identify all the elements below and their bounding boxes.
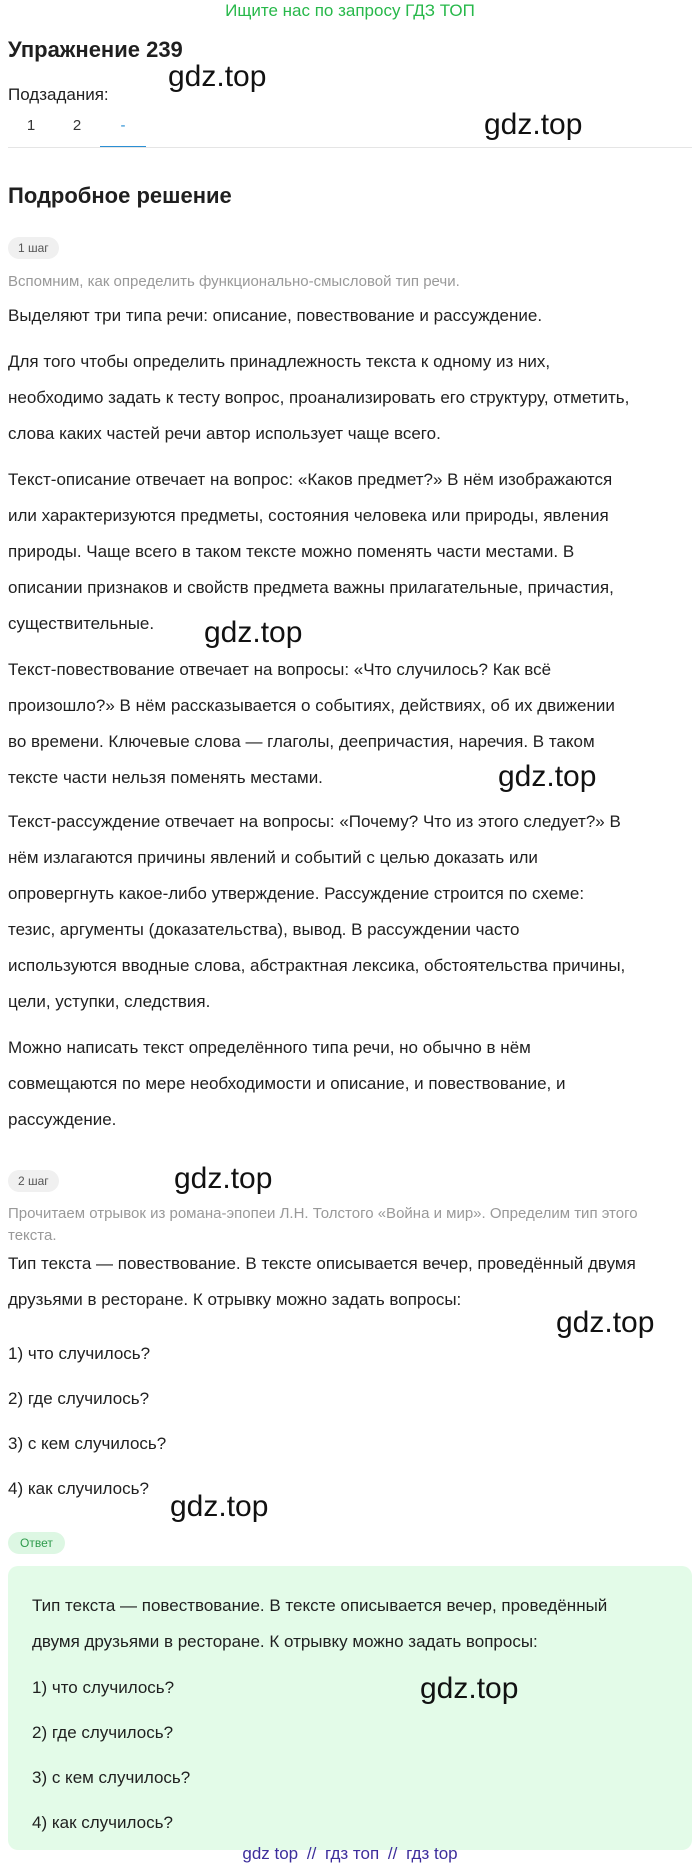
answer-box [8,1566,692,1850]
step2-question-2: 2) где случилось? [8,1389,150,1408]
step1-paragraph-4-line-4: тексте части нельзя поменять местами. [8,768,323,787]
step2-paragraph-line-1: Тип текста — повествование. В тексте описывается вечер, проведённый двумя [8,1254,636,1273]
subtask-tab-2[interactable]: 2 [72,117,82,134]
step1-paragraph-5-line-2: нём излагаются причины явлений и событий с целью доказать или [8,848,538,867]
step1-paragraph-4-line-3: во времени. Ключевые слова — глаголы, деепричастия, наречия. В таком [8,732,595,751]
step1-paragraph-4-line-2: произошло?» В нём рассказывается о событиях, действиях, об их движении [8,696,615,715]
answer-badge: Ответ [8,1532,65,1554]
top-banner: Ищите нас по запросу ГДЗ ТОП [225,1,475,20]
footer-separator: // [306,1844,317,1863]
step-badge-1: 1 шаг [8,237,59,259]
step1-paragraph-3-line-2: или характеризуются предметы, состояния человека или природы, явления [8,506,609,525]
watermark: gdz.top [174,1162,273,1195]
step1-paragraph-3-line-4: описании признаков и свойств предмета важны прилагательные, причастия, [8,578,614,597]
footer-links [0,1843,700,1865]
step1-paragraph-5-line-1: Текст-рассуждение отвечает на вопросы: «Почему? Что из этого следует?» В [8,812,621,831]
answer-question-4: 4) как случилось? [32,1813,173,1832]
watermark: gdz.top [420,1672,519,1705]
watermark: gdz.top [170,1490,269,1523]
step1-paragraph-3-line-5: существительные. [8,614,155,633]
solution-heading: Подробное решение [8,183,232,208]
step-hint-1: Вспомним, как определить функционально-смысловой тип речи. [8,273,460,290]
step2-question-1: 1) что случилось? [8,1344,151,1363]
step1-paragraph-6-line-1: Можно написать текст определённого типа речи, но обычно в нём [8,1038,531,1057]
footer-separator: // [387,1844,398,1863]
watermark: gdz.top [484,108,583,141]
step2-question-4: 4) как случилось? [8,1479,149,1498]
tabs-divider [8,147,692,148]
footer-link-gdz-top[interactable]: gdz top [242,1844,299,1863]
subtask-tab-current[interactable]: - [100,112,146,148]
step1-paragraph-2-line-2: необходимо задать к тесту вопрос, проанализировать его структуру, отметить, [8,388,630,407]
answer-question-3: 3) с кем случилось? [32,1768,191,1787]
footer-link-gdz-top-mixed[interactable]: гдз top [406,1844,458,1863]
watermark: gdz.top [498,760,597,793]
footer-link-gdz-top-ru[interactable]: гдз топ [325,1844,380,1863]
answer-paragraph-line-1: Тип текста — повествование. В тексте описывается вечер, проведённый [32,1596,608,1615]
step1-paragraph-5-line-4: тезис, аргументы (доказательства), вывод. В рассуждении часто [8,920,520,939]
subtasks-label: Подзадания: [8,85,109,104]
answer-question-1: 1) что случилось? [32,1678,175,1697]
subtask-tab-1[interactable]: 1 [26,117,36,134]
answer-question-2: 2) где случилось? [32,1723,174,1742]
step1-paragraph-6-line-2: совмещаются по мере необходимости и описание, и повествование, и [8,1074,566,1093]
watermark: gdz.top [168,60,267,93]
watermark: gdz.top [556,1306,655,1339]
step1-paragraph-1: Выделяют три типа речи: описание, повествование и рассуждение. [8,306,543,325]
step1-paragraph-3-line-1: Текст-описание отвечает на вопрос: «Каков предмет?» В нём изображаются [8,470,613,489]
step1-paragraph-6-line-3: рассуждение. [8,1110,117,1129]
step1-paragraph-3-line-3: природы. Чаще всего в таком тексте можно поменять части местами. В [8,542,575,561]
step1-paragraph-5-line-3: опровергнуть какое-либо утверждение. Рассуждение строится по схеме: [8,884,585,903]
step-badge-2: 2 шаг [8,1170,59,1192]
step1-paragraph-5-line-6: цели, уступки, следствия. [8,992,211,1011]
step2-question-3: 3) с кем случилось? [8,1434,167,1453]
watermark: gdz.top [204,616,303,649]
step1-paragraph-5-line-5: используются вводные слова, абстрактная лексика, обстоятельства причины, [8,956,626,975]
step-hint-2-line-2: текста. [8,1227,57,1244]
step1-paragraph-4-line-1: Текст-повествование отвечает на вопросы: «Что случилось? Как всё [8,660,552,679]
step2-paragraph-line-2: друзьями в ресторане. К отрывку можно задать вопросы: [8,1290,462,1309]
subtasks-tabs [8,112,146,148]
step1-paragraph-2-line-1: Для того чтобы определить принадлежность текста к одному из них, [8,352,551,371]
page-title: Упражнение 239 [8,37,183,62]
step-hint-2-line-1: Прочитаем отрывок из романа-эпопеи Л.Н. Толстого «Война и мир». Определим тип этого [8,1205,638,1222]
step1-paragraph-2-line-3: слова каких частей речи автор использует чаще всего. [8,424,441,443]
answer-paragraph-line-2: двумя друзьями в ресторане. К отрывку можно задать вопросы: [32,1632,538,1651]
